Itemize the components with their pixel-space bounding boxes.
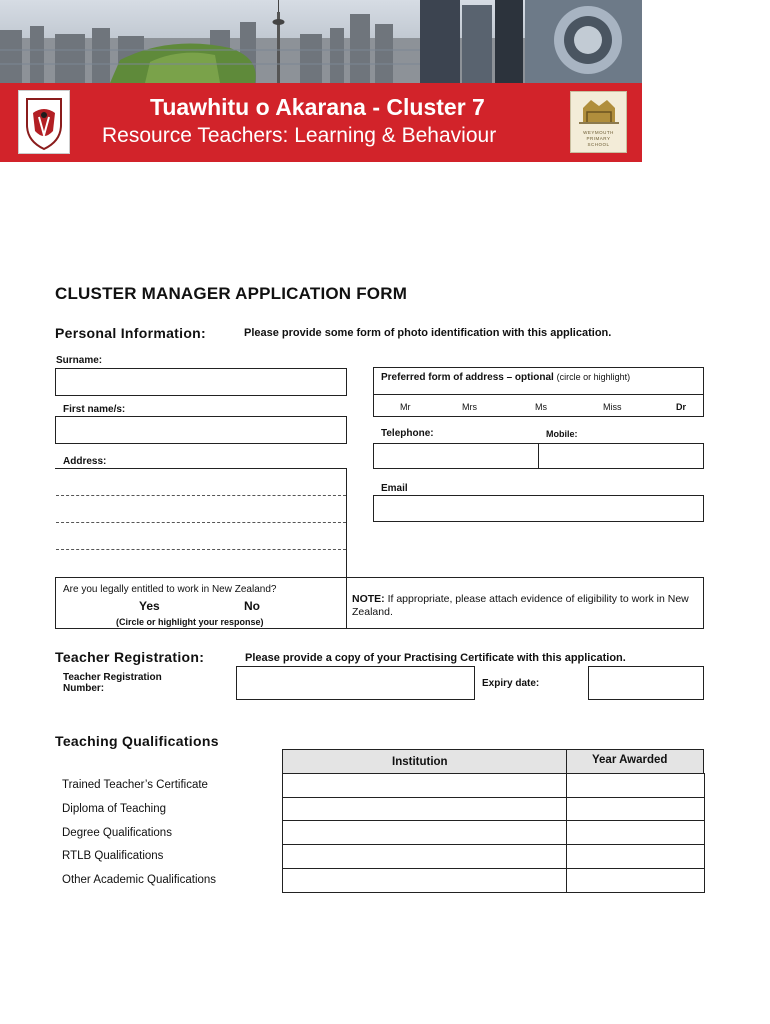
banner-subtitle: Resource Teachers: Learning & Behaviour (102, 124, 497, 147)
eligibility-divider (346, 577, 347, 629)
telephone-label: Telephone: (381, 428, 434, 439)
firstname-input[interactable] (55, 416, 347, 444)
qualification-row-label: Trained Teacher’s Certificate (62, 779, 208, 791)
registration-number-input[interactable] (236, 666, 475, 700)
header-banner (0, 0, 642, 162)
cell-year-trained[interactable] (567, 774, 703, 796)
registration-number-label-line1: Teacher Registration (63, 672, 162, 683)
qualification-row-label: Diploma of Teaching (62, 803, 166, 815)
cell-year-rtlb[interactable] (567, 845, 703, 867)
col-year-awarded: Year Awarded (592, 754, 668, 766)
surname-label: Surname: (56, 355, 103, 366)
banner-red-bar (0, 83, 642, 162)
personal-info-note: Please provide some form of photo identification with this application. (244, 327, 612, 339)
address-line-3[interactable] (56, 549, 346, 550)
qualification-row-label: Other Academic Qualifications (62, 874, 217, 886)
surname-input[interactable] (55, 368, 347, 396)
cell-institution-degree[interactable] (283, 821, 565, 843)
title-option-dr[interactable]: Dr (676, 402, 687, 412)
cell-institution-rtlb[interactable] (283, 845, 565, 867)
school-crest-logo (18, 90, 70, 154)
cell-year-other[interactable] (567, 869, 703, 891)
address-top-border (55, 468, 346, 469)
auckland-city-photo (0, 0, 642, 83)
cell-institution-trained[interactable] (283, 774, 565, 796)
qualification-row-label: RTLB Qualifications (62, 850, 164, 862)
circle-note: (Circle or highlight your response) (116, 617, 264, 627)
title-option-mr[interactable]: Mr (400, 402, 411, 412)
col-institution: Institution (392, 756, 448, 768)
title-option-miss[interactable]: Miss (603, 402, 622, 412)
address-form-divider (373, 394, 704, 395)
banner-title: Tuawhitu o Akarana - Cluster 7 (150, 94, 485, 120)
mobile-input[interactable] (538, 443, 704, 469)
firstname-label: First name/s: (63, 404, 126, 415)
cell-year-degree[interactable] (567, 821, 703, 843)
entitled-question: Are you legally entitled to work in New Zealand? (63, 584, 277, 595)
expiry-date-input[interactable] (588, 666, 704, 700)
cell-institution-other[interactable] (283, 869, 565, 891)
expiry-label: Expiry date: (482, 678, 540, 689)
form-title: CLUSTER MANAGER APPLICATION FORM (55, 284, 408, 303)
telephone-input[interactable] (373, 443, 539, 469)
address-right-border (346, 468, 347, 578)
mobile-label: Mobile: (546, 429, 578, 439)
registration-heading: Teacher Registration: (55, 649, 205, 665)
address-form-hint: (circle or highlight) (556, 372, 631, 382)
address-label: Address: (63, 456, 107, 467)
weymouth-school-logo (570, 91, 627, 153)
registration-number-label-line2: Number: (63, 683, 105, 694)
address-line-2[interactable] (56, 522, 346, 523)
no-option[interactable]: No (244, 599, 260, 613)
registration-number-label (63, 672, 162, 694)
personal-info-heading: Personal Information: (55, 325, 206, 341)
address-form-label: Preferred form of address – optional (381, 372, 554, 383)
weymouth-school-text: WEYMOUTH PRIMARY SCHOOL (583, 130, 614, 147)
note-text: If appropriate, please attach evidence of eligibility to work in New Zealand. (352, 593, 689, 618)
email-label: Email (381, 483, 408, 494)
qualifications-heading: Teaching Qualifications (55, 733, 219, 749)
email-input[interactable] (373, 495, 704, 522)
address-form-label-wrap (381, 372, 630, 383)
cell-year-diploma[interactable] (567, 798, 703, 819)
address-line-1[interactable] (56, 495, 346, 496)
registration-note: Please provide a copy of your Practising Certificate with this application. (245, 652, 626, 664)
eligibility-note (352, 593, 697, 619)
yes-option[interactable]: Yes (139, 599, 160, 613)
cell-institution-diploma[interactable] (283, 798, 565, 819)
title-option-ms[interactable]: Ms (535, 402, 547, 412)
title-option-mrs[interactable]: Mrs (462, 402, 477, 412)
note-label: NOTE: (352, 593, 385, 605)
qualification-row-label: Degree Qualifications (62, 827, 172, 839)
